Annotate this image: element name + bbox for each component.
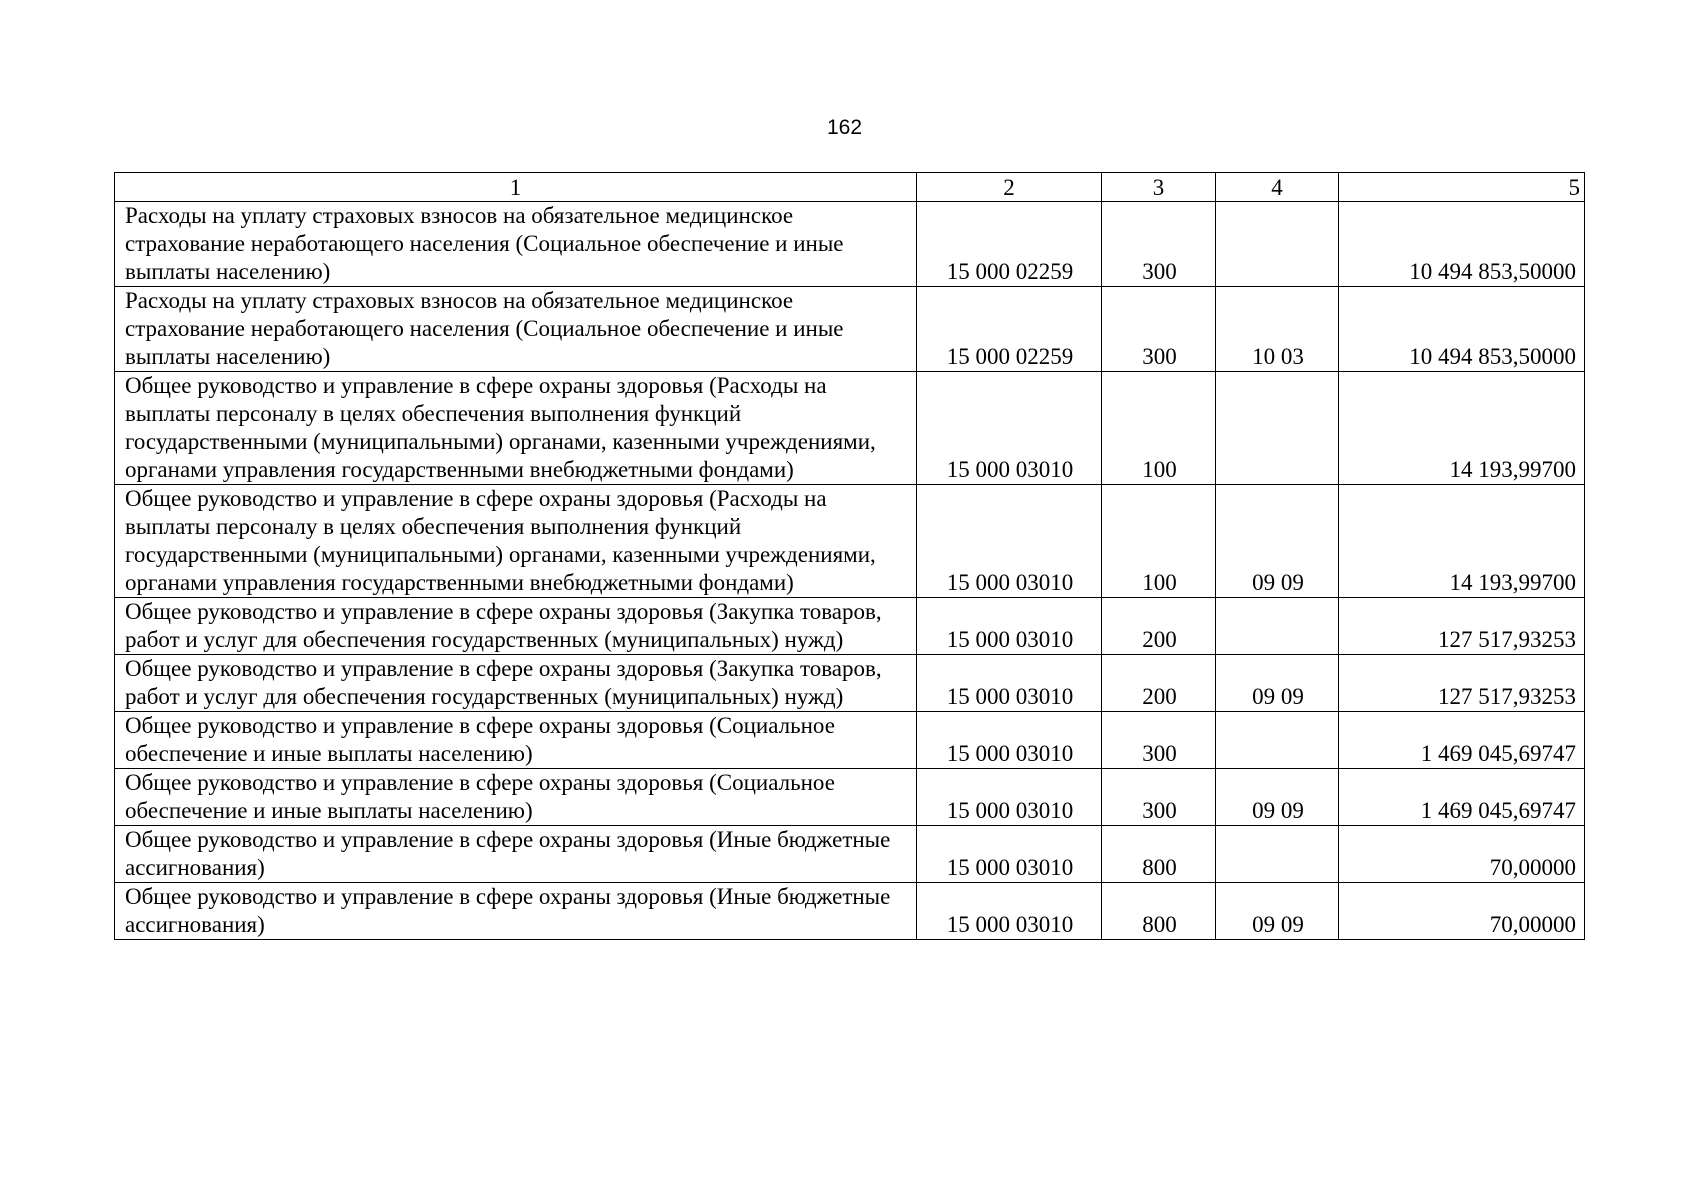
table-row bbox=[115, 883, 1585, 940]
row-description: Общее руководство и управление в сфере охраны здоровья (Закупка товаров, работ и услуг для обеспечения государственных (муниципальных) нужд) bbox=[115, 598, 917, 655]
header-col-1: 1 bbox=[115, 173, 917, 202]
row-amount: 70,00000 bbox=[1339, 883, 1585, 940]
row-description: Общее руководство и управление в сфере охраны здоровья (Социальное обеспечение и иные выплаты населению) bbox=[115, 769, 917, 826]
row-section: 09 09 bbox=[1216, 883, 1339, 940]
row-section bbox=[1216, 826, 1339, 883]
row-target-code: 15 000 02259 bbox=[917, 202, 1102, 287]
table-row bbox=[115, 372, 1585, 485]
row-amount: 10 494 853,50000 bbox=[1339, 287, 1585, 372]
row-target-code: 15 000 03010 bbox=[917, 598, 1102, 655]
row-description: Общее руководство и управление в сфере охраны здоровья (Закупка товаров, работ и услуг для обеспечения государственных (муниципальных) нужд) bbox=[115, 655, 917, 712]
row-target-code: 15 000 03010 bbox=[917, 883, 1102, 940]
row-expense-type: 300 bbox=[1102, 202, 1216, 287]
row-section: 10 03 bbox=[1216, 287, 1339, 372]
row-section bbox=[1216, 202, 1339, 287]
table-row bbox=[115, 712, 1585, 769]
row-amount: 70,00000 bbox=[1339, 826, 1585, 883]
table-row bbox=[115, 769, 1585, 826]
row-expense-type: 300 bbox=[1102, 287, 1216, 372]
row-description: Общее руководство и управление в сфере охраны здоровья (Иные бюджетные ассигнования) bbox=[115, 826, 917, 883]
row-description: Общее руководство и управление в сфере охраны здоровья (Расходы на выплаты персоналу в целях обеспечения выполнения функций государственными (муниципальными) органами, казенными учреждениями, органами управления государственными внебюджетными фондами) bbox=[115, 372, 917, 485]
row-section bbox=[1216, 372, 1339, 485]
table-row bbox=[115, 485, 1585, 598]
row-target-code: 15 000 03010 bbox=[917, 769, 1102, 826]
row-amount: 14 193,99700 bbox=[1339, 485, 1585, 598]
row-target-code: 15 000 03010 bbox=[917, 826, 1102, 883]
row-amount: 127 517,93253 bbox=[1339, 598, 1585, 655]
row-amount: 1 469 045,69747 bbox=[1339, 712, 1585, 769]
row-target-code: 15 000 03010 bbox=[917, 372, 1102, 485]
table-row bbox=[115, 826, 1585, 883]
row-target-code: 15 000 03010 bbox=[917, 655, 1102, 712]
row-target-code: 15 000 03010 bbox=[917, 712, 1102, 769]
row-expense-type: 800 bbox=[1102, 826, 1216, 883]
row-amount: 10 494 853,50000 bbox=[1339, 202, 1585, 287]
header-col-2: 2 bbox=[917, 173, 1102, 202]
table-header bbox=[115, 173, 1585, 202]
row-expense-type: 100 bbox=[1102, 485, 1216, 598]
row-description: Общее руководство и управление в сфере охраны здоровья (Иные бюджетные ассигнования) bbox=[115, 883, 917, 940]
page-number: 162 bbox=[826, 116, 863, 139]
row-section: 09 09 bbox=[1216, 769, 1339, 826]
table-row bbox=[115, 655, 1585, 712]
row-description: Общее руководство и управление в сфере охраны здоровья (Социальное обеспечение и иные выплаты населению) bbox=[115, 712, 917, 769]
row-target-code: 15 000 03010 bbox=[917, 485, 1102, 598]
header-row bbox=[115, 173, 1585, 202]
row-expense-type: 200 bbox=[1102, 655, 1216, 712]
table-body bbox=[115, 202, 1585, 940]
row-expense-type: 100 bbox=[1102, 372, 1216, 485]
table-row bbox=[115, 202, 1585, 287]
header-col-5: 5 bbox=[1339, 173, 1585, 202]
header-col-3: 3 bbox=[1102, 173, 1216, 202]
table-row bbox=[115, 598, 1585, 655]
row-expense-type: 200 bbox=[1102, 598, 1216, 655]
row-description: Общее руководство и управление в сфере охраны здоровья (Расходы на выплаты персоналу в целях обеспечения выполнения функций государственными (муниципальными) органами, казенными учреждениями, органами управления государственными внебюджетными фондами) bbox=[115, 485, 917, 598]
row-expense-type: 300 bbox=[1102, 712, 1216, 769]
row-amount: 14 193,99700 bbox=[1339, 372, 1585, 485]
row-description: Расходы на уплату страховых взносов на обязательное медицинское страхование неработающего населения (Социальное обеспечение и иные выплаты населению) bbox=[115, 287, 917, 372]
row-amount: 127 517,93253 bbox=[1339, 655, 1585, 712]
row-expense-type: 300 bbox=[1102, 769, 1216, 826]
table-row bbox=[115, 287, 1585, 372]
row-expense-type: 800 bbox=[1102, 883, 1216, 940]
row-description: Расходы на уплату страховых взносов на обязательное медицинское страхование неработающего населения (Социальное обеспечение и иные выплаты населению) bbox=[115, 202, 917, 287]
budget-table bbox=[114, 172, 1585, 940]
row-section: 09 09 bbox=[1216, 655, 1339, 712]
header-col-4: 4 bbox=[1216, 173, 1339, 202]
row-target-code: 15 000 02259 bbox=[917, 287, 1102, 372]
row-section bbox=[1216, 598, 1339, 655]
row-amount: 1 469 045,69747 bbox=[1339, 769, 1585, 826]
row-section bbox=[1216, 712, 1339, 769]
row-section: 09 09 bbox=[1216, 485, 1339, 598]
